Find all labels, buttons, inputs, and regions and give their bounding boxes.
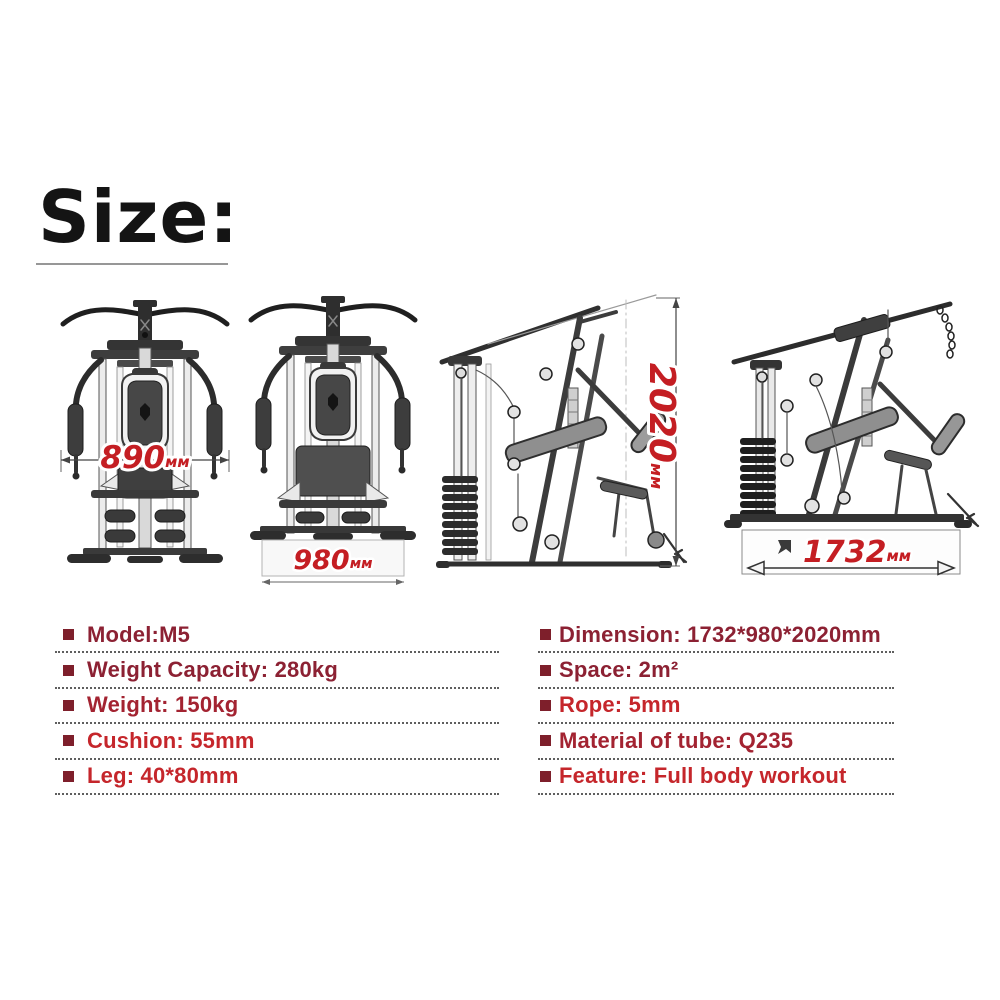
spec-item — [55, 618, 499, 653]
bullet-square-icon — [540, 735, 551, 746]
bullet-square-icon — [540, 665, 551, 676]
dimension-label-890: 890мм — [100, 440, 190, 476]
dimension-label-1732: 1732мм — [802, 535, 912, 570]
spec-item — [538, 724, 894, 759]
bullet-square-icon — [63, 629, 74, 640]
figure-side-view-1732 — [712, 288, 990, 580]
spec-item — [55, 653, 499, 688]
bullet-square-icon — [63, 735, 74, 746]
dimension-line-980 — [262, 540, 404, 585]
spec-column-right — [538, 618, 894, 795]
spec-label: Weight: 150kg — [87, 692, 239, 718]
bullet-square-icon — [63, 700, 74, 711]
page-title: Size: — [38, 175, 240, 259]
bullet-square-icon — [63, 771, 74, 782]
machine-drawing-side-2 — [724, 304, 978, 528]
weight-stack — [740, 438, 776, 517]
spec-label: Space: 2m² — [559, 657, 679, 683]
figure-front-view-980 — [238, 286, 428, 588]
spec-item — [538, 618, 894, 653]
bullet-square-icon — [540, 771, 551, 782]
spec-item — [55, 724, 499, 759]
spec-label: Dimension: 1732*980*2020mm — [559, 621, 881, 647]
spec-item — [55, 760, 499, 795]
spec-label: Feature: Full body workout — [559, 763, 847, 789]
spec-label: Cushion: 55mm — [87, 727, 255, 753]
title-underline — [36, 263, 228, 265]
spec-label: Model:M5 — [87, 621, 191, 647]
spec-label: Material of tube: Q235 — [559, 727, 794, 753]
spec-label: Rope: 5mm — [559, 692, 681, 718]
spec-column-left — [55, 618, 499, 795]
machine-drawing-front — [63, 300, 227, 563]
weight-stack — [442, 476, 478, 555]
bullet-square-icon — [63, 665, 74, 676]
spec-item — [538, 760, 894, 795]
dimension-label-980: 980мм — [293, 545, 373, 576]
machine-drawing-front-2 — [250, 296, 416, 540]
spec-label: Leg: 40*80mm — [87, 763, 239, 789]
spec-item — [55, 689, 499, 724]
chain-detail — [937, 306, 955, 358]
dimension-line-890 — [61, 440, 229, 476]
dimension-line-1732 — [742, 530, 960, 575]
figure-side-view-2020 — [428, 278, 693, 586]
spec-item — [538, 689, 894, 724]
dimension-label-2020: 2020мм — [641, 362, 682, 490]
bullet-square-icon — [540, 700, 551, 711]
spec-label: Weight Capacity: 280kg — [87, 657, 338, 683]
dimension-line-2020 — [641, 298, 682, 566]
figure-front-view-890 — [55, 288, 235, 580]
bullet-square-icon — [540, 629, 551, 640]
spec-item — [538, 653, 894, 688]
